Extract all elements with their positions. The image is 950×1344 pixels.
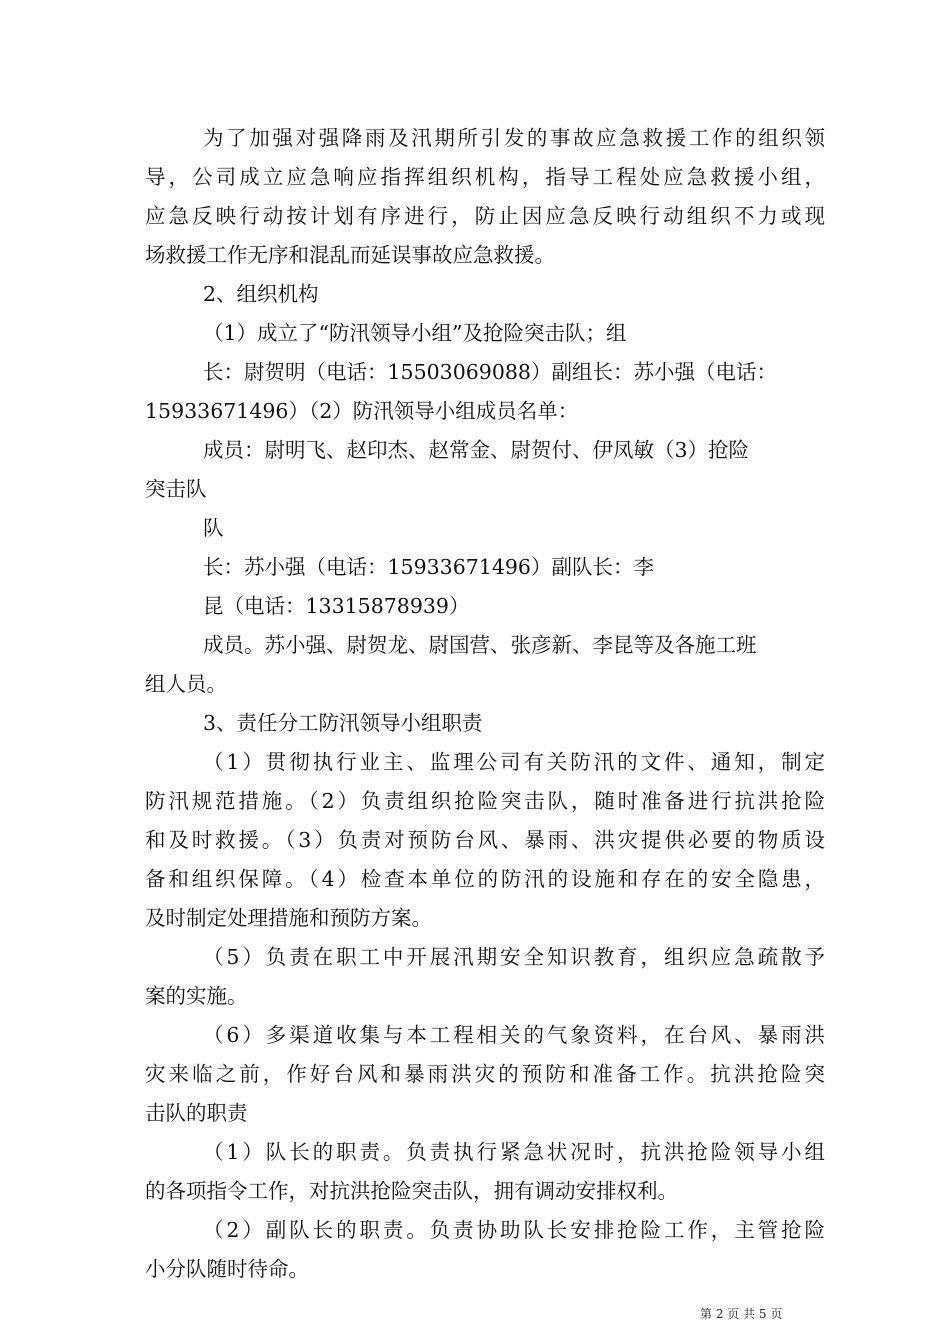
text-line: 场救援工作无序和混乱而延误事故应急救援。 [145,243,555,267]
text-line: 突击队 [145,477,207,501]
text-line: 案的实施。 [145,984,248,1008]
text-line: 和及时救援。（3）负责对预防台风、暴雨、洪灾提供必要的物质设 [145,828,825,852]
text-line: 成员：尉明飞、赵印杰、赵常金、尉贺付、伊凤敏（3）抢险 [203,438,750,462]
text-line: 小分队随时待命。 [145,1257,309,1281]
page-number: 第 2 页 共 5 页 [700,1307,783,1321]
text-line: 及时制定处理措施和预防方案。 [145,906,432,930]
text-line: 导，公司成立应急响应指挥组织机构，指导工程处应急救援小组， [145,165,825,189]
text-line: （1）成立了“防汛领导小组”及抢险突击队；组 [203,321,627,345]
text-line: 昆（电话：13315878939） [203,594,470,618]
text-line: 队 [203,516,224,540]
text-line: 15933671496）（2）防汛领导小组成员名单： [145,399,579,423]
text-line: （1）队长的职责。负责执行紧急状况时，抗洪抢险领导小组 [203,1140,825,1164]
text-line: 长：苏小强（电话：15933671496）副队长：李 [203,555,654,579]
text-line: 的各项指令工作，对抗洪抢险突击队，拥有调动安排权利。 [145,1179,678,1203]
section-heading: 3、责任分工防汛领导小组职责 [203,711,483,735]
text-line: （1）贯彻执行业主、监理公司有关防汛的文件、通知，制定 [203,750,825,774]
text-line: （6）多渠道收集与本工程相关的气象资料，在台风、暴雨洪 [203,1023,825,1047]
text-line: 应急反映行动按计划有序进行，防止因应急反映行动组织不力或现 [145,204,825,228]
text-line: 长：尉贺明（电话：15503069088）副组长：苏小强（电话： [203,360,777,384]
text-line: 成员。苏小强、尉贺龙、尉国营、张彦新、李昆等及各施工班 [203,633,757,657]
section-heading: 2、组织机构 [203,282,319,306]
text-line: 防汛规范措施。（2）负责组织抢险突击队，随时准备进行抗洪抢险 [145,789,825,813]
text-line: （2）副队长的职责。负责协助队长安排抢险工作，主管抢险 [203,1218,825,1242]
text-line: 组人员。 [145,672,227,696]
text-line: 灾来临之前，作好台风和暴雨洪灾的预防和准备工作。抗洪抢险突 [145,1062,825,1086]
text-line: 备和组织保障。（4）检查本单位的防汛的设施和存在的安全隐患， [145,867,825,891]
text-line: 为了加强对强降雨及汛期所引发的事故应急救援工作的组织领 [203,126,825,150]
text-line: 击队的职责 [145,1101,248,1125]
text-line: （5）负责在职工中开展汛期安全知识教育，组织应急疏散予 [203,945,825,969]
